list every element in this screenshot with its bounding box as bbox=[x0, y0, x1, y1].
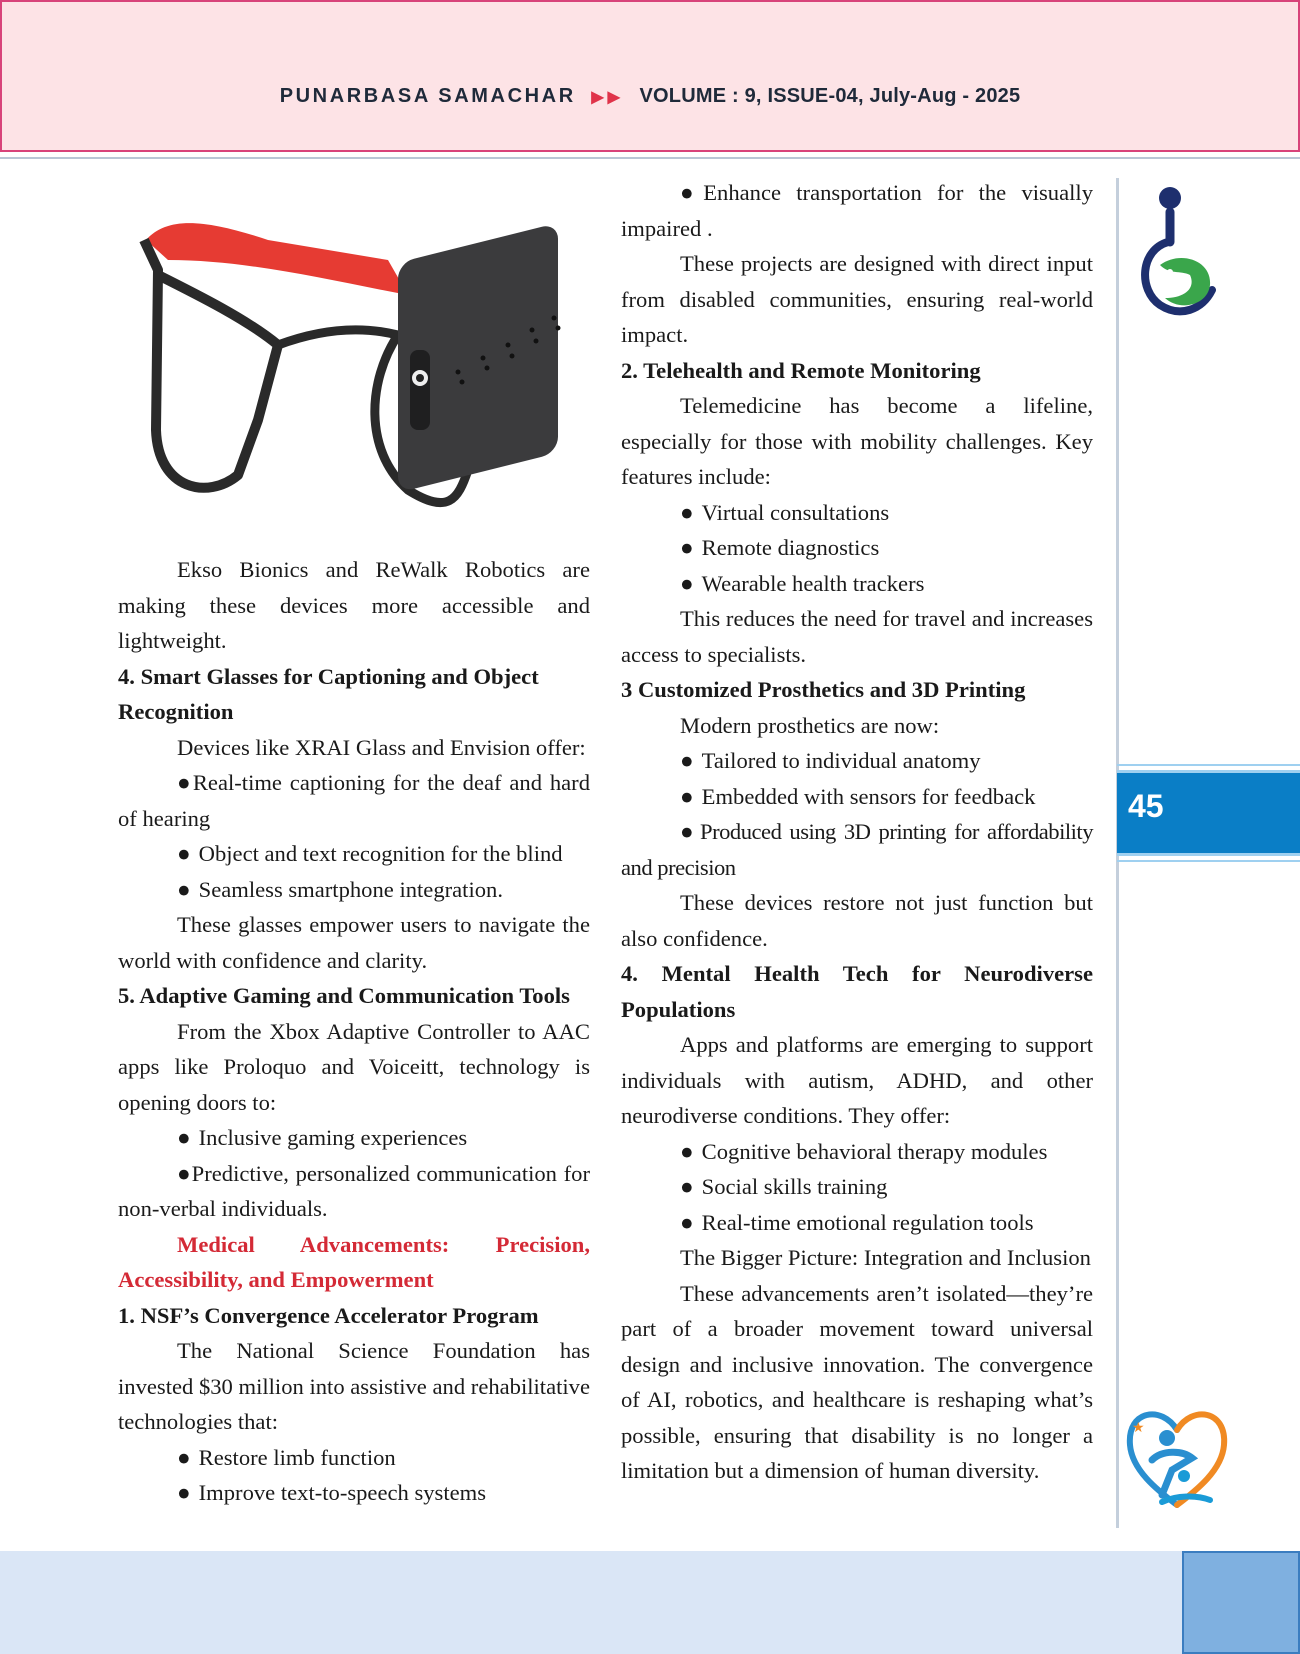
bullet-icon: ● bbox=[680, 1138, 694, 1164]
paragraph: From the Xbox Adaptive Controller to AAC apps like Proloquo and Voiceitt, technology is opening doors to: bbox=[118, 1018, 590, 1115]
bullet-icon: ● bbox=[177, 1480, 191, 1505]
paragraph: This reduces the need for travel and increases access to specialists. bbox=[621, 606, 1093, 667]
bullet-icon: ● bbox=[680, 1209, 694, 1235]
footer-box bbox=[1182, 1551, 1300, 1654]
paragraph: These projects are designed with direct input from disabled communities, ensuring real-world impact. bbox=[621, 251, 1093, 347]
list-item: ●Enhance transportation for the visually impaired . bbox=[621, 180, 1093, 241]
heading-nsf: 1. NSF’s Convergence Accelerator Program bbox=[118, 1302, 539, 1328]
list-item: ● Cognitive behavioral therapy modules bbox=[680, 1138, 1048, 1164]
list-item: ● Remote diagnostics bbox=[680, 535, 880, 560]
paragraph: These glasses empower users to navigate the world with confidence and clarity. bbox=[118, 912, 590, 973]
heading-adaptive-gaming: 5. Adaptive Gaming and Communication Tools bbox=[118, 983, 570, 1008]
arrow-icon: ▶▶ bbox=[591, 89, 624, 106]
accessibility-logo-icon bbox=[1130, 180, 1220, 330]
volume-info: VOLUME : 9, ISSUE-04, July-Aug - 2025 bbox=[639, 85, 1021, 107]
list-item: ● Produced using 3D printing for affordability and precision bbox=[621, 819, 1093, 880]
bullet-icon: ● bbox=[680, 1174, 694, 1199]
bullet-icon: ● bbox=[680, 783, 694, 809]
heading-smart-glasses: 4. Smart Glasses for Captioning and Object Recognition bbox=[118, 663, 539, 724]
paragraph: These devices restore not just function but also confidence. bbox=[621, 890, 1093, 951]
section-title: Medical Advancements: Precision, Accessibility, and Empowerment bbox=[118, 1231, 590, 1292]
list-item: ● Virtual consultations bbox=[680, 499, 890, 525]
paragraph: Devices like XRAI Glass and Envision offer: bbox=[177, 734, 586, 760]
bullet-icon: ● bbox=[177, 1160, 192, 1186]
inclusion-heart-logo-icon bbox=[1122, 1400, 1232, 1520]
bullet-icon: ● bbox=[177, 1444, 191, 1470]
right-column bbox=[621, 175, 1093, 1489]
list-item: ●Predictive, personalized communication for non-verbal individuals. bbox=[118, 1160, 590, 1221]
page-tab-rule bbox=[1117, 860, 1300, 862]
list-item: ●Real-time captioning for the deaf and hard of hearing bbox=[118, 770, 590, 831]
bullet-icon: ● bbox=[680, 180, 704, 205]
list-item: ● Tailored to individual anatomy bbox=[680, 748, 981, 773]
bullet-icon: ● bbox=[680, 570, 694, 596]
bullet-icon: ● bbox=[680, 748, 694, 773]
publication-name: PUNARBASA SAMACHAR bbox=[279, 85, 576, 107]
bullet-icon: ● bbox=[680, 819, 697, 844]
list-item: ● Real-time emotional regulation tools bbox=[680, 1209, 1034, 1235]
header-band bbox=[0, 0, 1300, 152]
list-item: ● Object and text recognition for the blind bbox=[177, 841, 563, 866]
list-item: ● Improve text-to-speech systems bbox=[177, 1480, 487, 1505]
bullet-icon: ● bbox=[177, 841, 191, 866]
page-tab-rule bbox=[1117, 764, 1300, 766]
bullet-icon: ● bbox=[680, 499, 694, 525]
paragraph: Ekso Bionics and ReWalk Robotics are making these devices more accessible and lightweight. bbox=[118, 557, 590, 653]
list-item: ● Social skills training bbox=[680, 1174, 888, 1199]
svg-text:★: ★ bbox=[1132, 1420, 1145, 1436]
masthead bbox=[0, 85, 1300, 108]
subheading: The Bigger Picture: Integration and Inclusion bbox=[680, 1245, 1091, 1270]
list-item: ● Inclusive gaming experiences bbox=[177, 1125, 468, 1150]
header-divider bbox=[0, 157, 1300, 159]
list-item: ● Embedded with sensors for feedback bbox=[680, 783, 1036, 809]
list-item: ● Seamless smartphone integration. bbox=[177, 876, 503, 902]
page-number: 45 bbox=[1128, 788, 1164, 824]
paragraph: Telemedicine has become a lifeline, especially for those with mobility challenges. Key features include: bbox=[621, 393, 1093, 489]
heading-prosthetics: 3 Customized Prosthetics and 3D Printing bbox=[621, 677, 1026, 702]
bullet-icon: ● bbox=[680, 535, 694, 560]
footer-band bbox=[0, 1551, 1300, 1654]
paragraph: Apps and platforms are emerging to support individuals with autism, ADHD, and other neurodiverse conditions. They offer: bbox=[621, 1032, 1093, 1128]
bullet-icon: ● bbox=[177, 876, 191, 902]
paragraph: The National Science Foundation has invested $30 million into assistive and rehabilitative technologies that: bbox=[118, 1338, 590, 1434]
paragraph: Modern prosthetics are now: bbox=[680, 712, 940, 738]
smart-glasses-image bbox=[128, 200, 590, 540]
left-column bbox=[118, 552, 590, 1511]
bullet-icon: ● bbox=[177, 1125, 191, 1150]
list-item: ● Wearable health trackers bbox=[680, 570, 925, 596]
list-item: ● Restore limb function bbox=[177, 1444, 396, 1470]
heading-mental-health: 4. Mental Health Tech for Neurodiverse Populations bbox=[621, 961, 1093, 1022]
paragraph: These advancements aren’t isolated—they’re part of a broader movement toward universal design and inclusive innovation. The convergence of AI, robotics, and healthcare is reshaping what’s possible, ensuring that disability is no longer a limitation but a dimension of human diversity. bbox=[621, 1280, 1093, 1483]
heading-telehealth: 2. Telehealth and Remote Monitoring bbox=[621, 357, 981, 383]
bullet-icon: ● bbox=[177, 770, 193, 795]
